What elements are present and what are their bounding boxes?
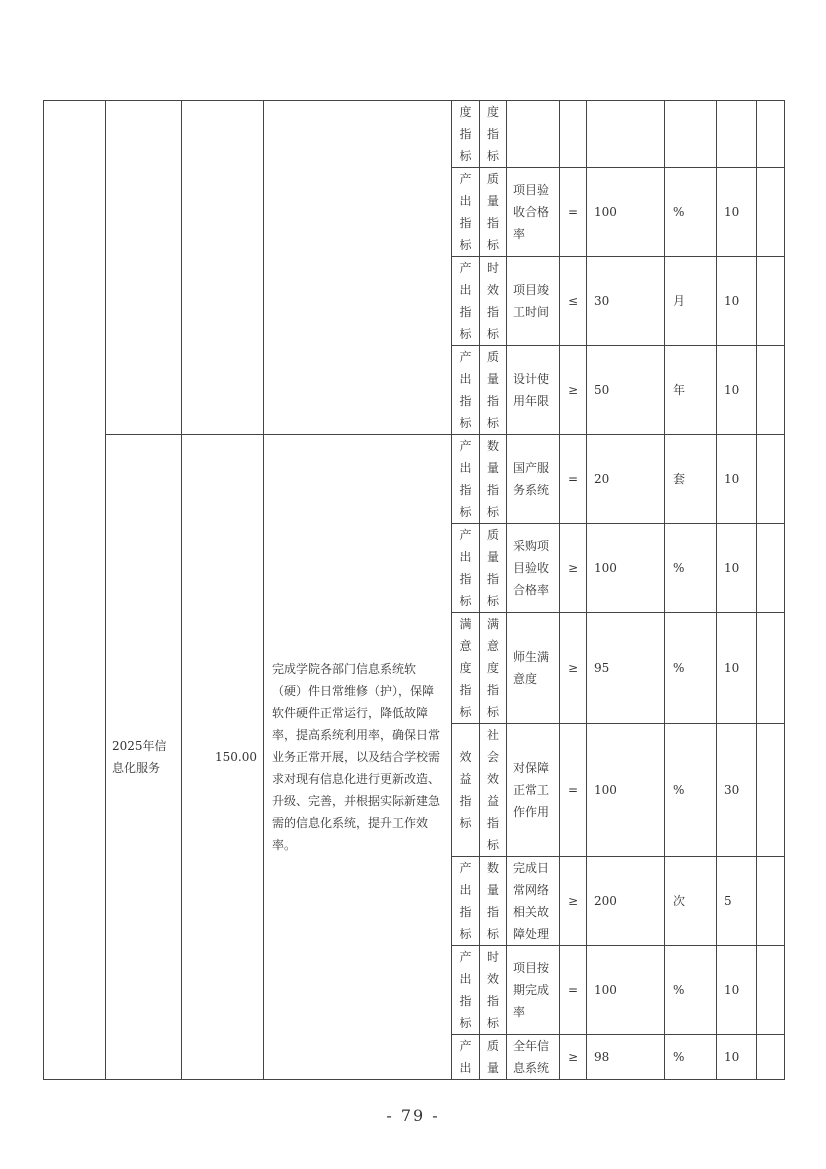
indicator-name: 完成日常网络相关故障处理 <box>507 857 560 946</box>
operator <box>560 101 587 168</box>
target-value: 100 <box>587 724 665 857</box>
operator: ≥ <box>560 346 587 435</box>
level2-indicator: 质量指标 <box>480 346 507 435</box>
page-number: - 79 - <box>386 1106 440 1125</box>
level1-indicator: 度指标 <box>452 101 480 168</box>
level2-indicator: 社会效益指标 <box>480 724 507 857</box>
remark-cell <box>757 257 785 346</box>
operator: ≥ <box>560 857 587 946</box>
unit: % <box>665 613 717 724</box>
remark-cell <box>757 946 785 1035</box>
remark-cell <box>757 524 785 613</box>
indicator-name <box>507 101 560 168</box>
level2-indicator: 时效指标 <box>480 257 507 346</box>
level1-indicator: 满意度指标 <box>452 613 480 724</box>
budget-cell <box>182 101 264 435</box>
table-row <box>44 435 785 524</box>
weight: 10 <box>717 1035 757 1080</box>
project-name-cell <box>106 101 182 435</box>
level1-indicator: 产出指标 <box>452 524 480 613</box>
weight: 30 <box>717 724 757 857</box>
remark-cell <box>757 724 785 857</box>
target-value: 100 <box>587 168 665 257</box>
weight: 10 <box>717 346 757 435</box>
target-value: 98 <box>587 1035 665 1080</box>
weight: 10 <box>717 257 757 346</box>
level1-indicator: 产出指标 <box>452 168 480 257</box>
unit: % <box>665 168 717 257</box>
operator: ≤ <box>560 257 587 346</box>
level2-indicator: 数量指标 <box>480 435 507 524</box>
department-cell <box>44 101 106 1080</box>
operator: ≥ <box>560 613 587 724</box>
level2-indicator: 质量指标 <box>480 168 507 257</box>
indicator-name: 设计使用年限 <box>507 346 560 435</box>
operator: = <box>560 946 587 1035</box>
indicator-name: 全年信息系统 <box>507 1035 560 1080</box>
project-name-cell: 2025年信息化服务 <box>106 435 182 1080</box>
operator: ≥ <box>560 524 587 613</box>
description-cell: 完成学院各部门信息系统软（硬）件日常维修（护），保障软件硬件正常运行，降低故障率，提高系统利用率，确保日常业务正常开展，以及结合学校需求对现有信息化进行更新改造、升级、完善，并根据实际新建急需的信息化系统，提升工作效率。 <box>264 435 452 1080</box>
target-value: 30 <box>587 257 665 346</box>
remark-cell <box>757 101 785 168</box>
level2-indicator: 质量指标 <box>480 524 507 613</box>
operator: ≥ <box>560 1035 587 1080</box>
target-value: 50 <box>587 346 665 435</box>
level2-indicator: 时效指标 <box>480 946 507 1035</box>
unit: 月 <box>665 257 717 346</box>
indicator-name: 对保障正常工作作用 <box>507 724 560 857</box>
weight: 5 <box>717 857 757 946</box>
unit: % <box>665 524 717 613</box>
weight: 10 <box>717 946 757 1035</box>
level2-indicator: 度指标 <box>480 101 507 168</box>
weight: 10 <box>717 524 757 613</box>
indicator-name: 项目验收合格率 <box>507 168 560 257</box>
level1-indicator: 产出指标 <box>452 857 480 946</box>
level1-indicator: 产出 <box>452 1035 480 1080</box>
level1-indicator: 效益指标 <box>452 724 480 857</box>
operator: = <box>560 724 587 857</box>
budget-cell: 150.00 <box>182 435 264 1080</box>
level1-indicator: 产出指标 <box>452 346 480 435</box>
unit: 套 <box>665 435 717 524</box>
operator: = <box>560 435 587 524</box>
unit: 年 <box>665 346 717 435</box>
table-row <box>44 101 785 168</box>
level1-indicator: 产出指标 <box>452 257 480 346</box>
indicator-name: 师生满意度 <box>507 613 560 724</box>
unit <box>665 101 717 168</box>
performance-table <box>43 100 785 1080</box>
description-cell <box>264 101 452 435</box>
remark-cell <box>757 613 785 724</box>
level2-indicator: 满意度指标 <box>480 613 507 724</box>
unit: % <box>665 946 717 1035</box>
unit: % <box>665 1035 717 1080</box>
target-value: 100 <box>587 946 665 1035</box>
level1-indicator: 产出指标 <box>452 435 480 524</box>
weight: 10 <box>717 435 757 524</box>
unit: % <box>665 724 717 857</box>
target-value: 100 <box>587 524 665 613</box>
remark-cell <box>757 1035 785 1080</box>
unit: 次 <box>665 857 717 946</box>
target-value: 95 <box>587 613 665 724</box>
remark-cell <box>757 435 785 524</box>
target-value: 200 <box>587 857 665 946</box>
indicator-name: 采购项目验收合格率 <box>507 524 560 613</box>
operator: = <box>560 168 587 257</box>
weight <box>717 101 757 168</box>
indicator-name: 国产服务系统 <box>507 435 560 524</box>
level1-indicator: 产出指标 <box>452 946 480 1035</box>
remark-cell <box>757 168 785 257</box>
indicator-name: 项目竣工时间 <box>507 257 560 346</box>
weight: 10 <box>717 613 757 724</box>
remark-cell <box>757 857 785 946</box>
level2-indicator: 质量 <box>480 1035 507 1080</box>
level2-indicator: 数量指标 <box>480 857 507 946</box>
target-value: 20 <box>587 435 665 524</box>
weight: 10 <box>717 168 757 257</box>
remark-cell <box>757 346 785 435</box>
indicator-name: 项目按期完成率 <box>507 946 560 1035</box>
target-value <box>587 101 665 168</box>
